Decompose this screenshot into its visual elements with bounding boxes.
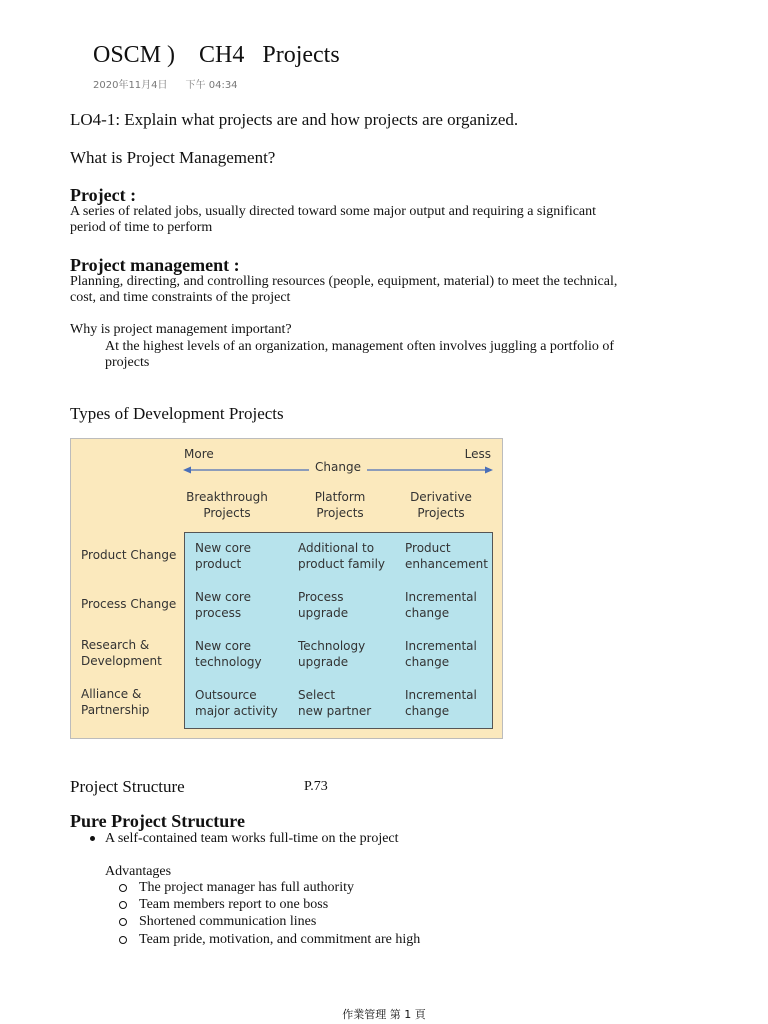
cell-line: Technology (298, 639, 366, 653)
cell-line: Additional to (298, 541, 375, 555)
page-date: 2020年11月4日 (93, 80, 168, 91)
page-timestamp (93, 76, 238, 91)
bullet-circle-icon (119, 918, 127, 926)
row-label-product-change (81, 547, 176, 563)
learning-objective: LO4-1: Explain what projects are and how projects are organized. (70, 110, 519, 129)
matrix-cell (195, 638, 262, 670)
advantage-item: Team members report to one boss (139, 897, 329, 912)
pm-definition-line-1: Planning, directing, and controlling resources (people, equipment, material) to meet the technical, (70, 274, 618, 289)
column-header-line: Projects (316, 506, 364, 520)
pure-project-structure-heading: Pure Project Structure (70, 811, 245, 831)
matrix-cell (405, 687, 477, 719)
row-label-alliance-partnership (81, 686, 149, 718)
advantages-heading: Advantages (105, 864, 172, 879)
cell-line: Outsource (195, 688, 257, 702)
bullet-circle-icon (119, 901, 127, 909)
matrix-cell (195, 687, 278, 719)
cell-line: New core (195, 590, 251, 604)
cell-line: change (405, 606, 450, 620)
bullet-circle-icon (119, 884, 127, 892)
page-reference: P.73 (304, 779, 328, 794)
cell-line: process (195, 606, 242, 620)
page-time: 下午 04:34 (185, 80, 238, 91)
advantage-item: The project manager has full authority (139, 880, 354, 895)
cell-line: Incremental (405, 590, 477, 604)
bullet-dot-icon (90, 836, 95, 841)
cell-line: Product (405, 541, 451, 555)
matrix-cell (298, 589, 348, 621)
column-header-line: Projects (203, 506, 251, 520)
cell-line: change (405, 655, 450, 669)
row-label-research-development (81, 637, 162, 669)
row-label-process-change (81, 596, 176, 612)
question-project-management: What is Project Management? (70, 148, 276, 167)
cell-line: upgrade (298, 606, 349, 620)
cell-line: Select (298, 688, 336, 702)
project-heading: Project : (70, 185, 137, 205)
matrix-cell (195, 589, 251, 621)
column-header-line: Derivative (410, 490, 472, 504)
advantage-item: Team pride, motivation, and commitment are high (139, 932, 421, 947)
matrix-cell (298, 540, 385, 572)
pure-structure-bullet: A self-contained team works full-time on the project (105, 831, 399, 846)
project-management-heading: Project management : (70, 255, 240, 275)
row-label-line: Alliance & (81, 687, 142, 701)
cell-line: Incremental (405, 688, 477, 702)
types-heading: Types of Development Projects (70, 404, 284, 423)
change-label: Change (309, 460, 367, 474)
column-header-line: Platform (314, 490, 366, 504)
bullet-circle-icon (119, 936, 127, 944)
cell-line: technology (195, 655, 262, 669)
why-answer-line-2: projects (105, 355, 150, 370)
more-label: More (184, 447, 214, 461)
project-structure-heading: Project Structure (70, 777, 185, 796)
matrix-cell (405, 589, 477, 621)
project-definition-line-2: period of time to perform (70, 220, 213, 235)
why-question: Why is project management important? (70, 322, 292, 337)
column-header-platform (296, 489, 384, 521)
cell-line: new partner (298, 704, 372, 718)
cell-line: Process (298, 590, 344, 604)
less-label: Less (464, 447, 491, 461)
row-label-line: Process Change (81, 597, 177, 611)
pm-definition-line-2: cost, and time constraints of the project (70, 290, 291, 305)
row-label-line: Development (81, 654, 162, 668)
column-header-derivative (397, 489, 485, 521)
matrix-cell (405, 638, 477, 670)
matrix-cell (298, 687, 371, 719)
matrix-cell (195, 540, 251, 572)
row-label-line: Product Change (81, 548, 177, 562)
column-header-line: Breakthrough (186, 490, 268, 504)
column-header-line: Projects (417, 506, 465, 520)
cell-line: change (405, 704, 450, 718)
row-label-line: Partnership (81, 703, 150, 717)
cell-line: New core (195, 541, 251, 555)
cell-line: product (195, 557, 242, 571)
cell-line: enhancement (405, 557, 488, 571)
development-projects-figure (70, 438, 503, 739)
why-answer-line-1: At the highest levels of an organization, management often involves juggling a portfolio of (105, 339, 615, 354)
cell-line: product family (298, 557, 386, 571)
matrix-cell (405, 540, 488, 572)
matrix-cell (298, 638, 365, 670)
projects-matrix (184, 532, 493, 729)
page-title: OSCM ) CH4 Projects (93, 42, 340, 68)
advantage-item: Shortened communication lines (139, 914, 317, 929)
page-footer: 作業管理 第 1 頁 (342, 1008, 426, 1021)
row-label-line: Research & (81, 638, 150, 652)
cell-line: upgrade (298, 655, 349, 669)
cell-line: major activity (195, 704, 278, 718)
cell-line: New core (195, 639, 251, 653)
project-definition-line-1: A series of related jobs, usually directed toward some major output and requiring a significant (70, 204, 597, 219)
column-header-breakthrough (183, 489, 271, 521)
cell-line: Incremental (405, 639, 477, 653)
